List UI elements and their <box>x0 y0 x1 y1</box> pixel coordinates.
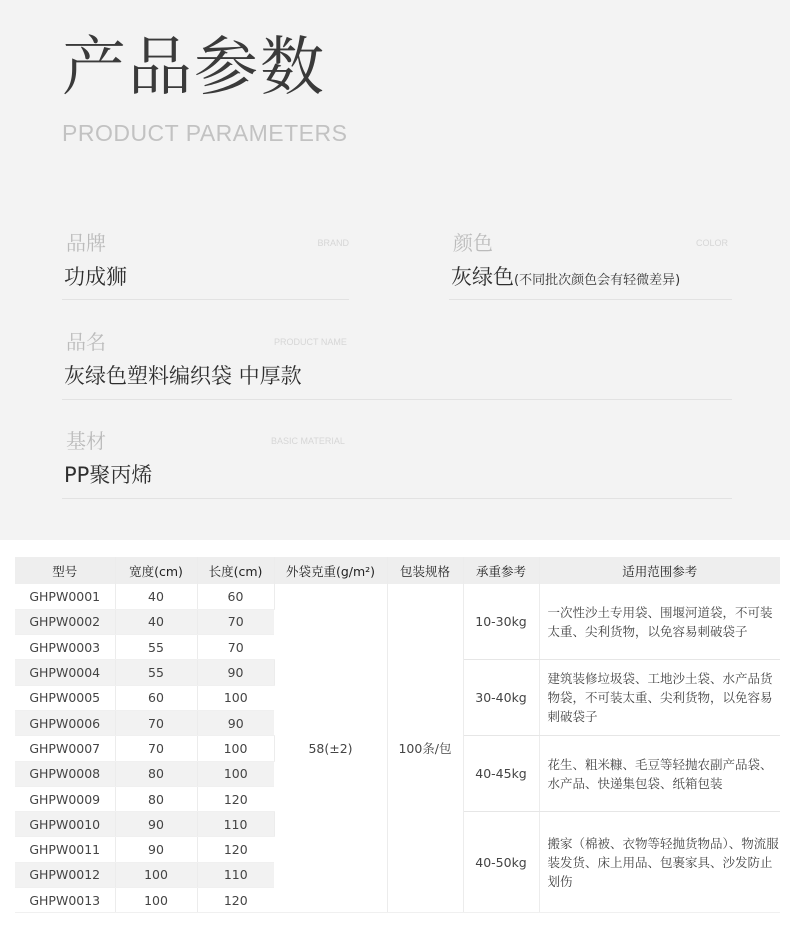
color-field <box>449 227 732 300</box>
header-width: 宽度(cm) <box>115 557 197 584</box>
cell-width: 100 <box>115 888 197 913</box>
name-value: 灰绿色塑料编织袋 中厚款 <box>64 364 302 388</box>
cell-length: 70 <box>197 635 274 660</box>
cell-model: GHPW0001 <box>15 584 115 609</box>
cell-width: 40 <box>115 584 197 609</box>
cell-model: GHPW0008 <box>15 761 115 786</box>
cell-width: 100 <box>115 862 197 887</box>
cell-length: 110 <box>197 812 274 837</box>
cell-use: 一次性沙土专用袋、围堰河道袋，不可装太重、尖利货物，以免容易刺破袋子 <box>539 584 780 660</box>
cell-length: 100 <box>197 685 274 710</box>
cell-length: 120 <box>197 888 274 913</box>
brand-value: 功成狮 <box>64 265 127 289</box>
cell-model: GHPW0011 <box>15 837 115 862</box>
cell-model: GHPW0006 <box>15 710 115 735</box>
cell-model: GHPW0005 <box>15 685 115 710</box>
cell-model: GHPW0003 <box>15 635 115 660</box>
cell-width: 55 <box>115 660 197 685</box>
cell-model: GHPW0004 <box>15 660 115 685</box>
cell-width: 40 <box>115 609 197 634</box>
color-value-main: 灰绿色 <box>451 265 514 289</box>
color-value-note: (不同批次颜色会有轻微差异) <box>514 273 681 288</box>
cell-length: 70 <box>197 609 274 634</box>
brand-label-en: BRAND <box>317 238 349 248</box>
cell-weight: 58(±2) <box>274 584 387 913</box>
brand-field <box>62 227 349 300</box>
table-header-row <box>15 557 780 584</box>
cell-width: 70 <box>115 710 197 735</box>
material-field <box>62 425 732 499</box>
cell-length: 90 <box>197 710 274 735</box>
cell-length: 120 <box>197 786 274 811</box>
cell-width: 80 <box>115 786 197 811</box>
cell-length: 90 <box>197 660 274 685</box>
cell-use: 搬家（棉被、衣物等轻抛货物品）、物流服装发货、床上用品、包裹家具、沙发防止划伤 <box>539 812 780 913</box>
color-label-en: COLOR <box>695 238 728 248</box>
cell-model: GHPW0013 <box>15 888 115 913</box>
cell-model: GHPW0007 <box>15 736 115 761</box>
cell-width: 80 <box>115 761 197 786</box>
cell-model: GHPW0002 <box>15 609 115 634</box>
cell-model: GHPW0012 <box>15 862 115 887</box>
header-model: 型号 <box>15 557 115 584</box>
page-subtitle: PRODUCT PARAMETERS <box>62 120 348 146</box>
page-title: 产品参数 <box>62 31 326 105</box>
color-label: 颜色 <box>453 231 493 255</box>
header-weight: 外袋克重(g/m²) <box>274 557 387 584</box>
spec-table <box>15 557 780 913</box>
table-row <box>15 584 780 609</box>
header-length: 长度(cm) <box>197 557 274 584</box>
name-label: 品名 <box>66 330 106 354</box>
header-load: 承重参考 <box>463 557 539 584</box>
cell-width: 70 <box>115 736 197 761</box>
material-value: PP聚丙烯 <box>64 463 153 487</box>
cell-use: 花生、粗米糠、毛豆等轻抛农副产品袋、水产品、快递集包袋、纸箱包装 <box>539 736 780 812</box>
cell-load: 30-40kg <box>463 660 539 736</box>
cell-length: 60 <box>197 584 274 609</box>
cell-load: 40-50kg <box>463 812 539 913</box>
cell-packing: 100条/包 <box>387 584 463 913</box>
cell-model: GHPW0010 <box>15 812 115 837</box>
color-value <box>451 261 680 291</box>
cell-length: 120 <box>197 837 274 862</box>
cell-length: 100 <box>197 736 274 761</box>
header-use: 适用范围参考 <box>539 557 780 584</box>
brand-label: 品牌 <box>66 231 106 255</box>
cell-load: 10-30kg <box>463 584 539 660</box>
cell-model: GHPW0009 <box>15 786 115 811</box>
name-label-en: PRODUCT NAME <box>274 337 347 347</box>
name-field <box>62 326 732 400</box>
material-label: 基材 <box>66 429 106 453</box>
material-label-en: BASIC MATERIAL <box>271 436 345 446</box>
cell-width: 55 <box>115 635 197 660</box>
cell-length: 100 <box>197 761 274 786</box>
cell-load: 40-45kg <box>463 736 539 812</box>
cell-length: 110 <box>197 862 274 887</box>
cell-use: 建筑装修垃圾袋、工地沙土袋、水产品货物袋，不可装太重、尖利货物，以免容易刺破袋子 <box>539 660 780 736</box>
cell-width: 90 <box>115 837 197 862</box>
cell-width: 90 <box>115 812 197 837</box>
cell-width: 60 <box>115 685 197 710</box>
header-packing: 包装规格 <box>387 557 463 584</box>
